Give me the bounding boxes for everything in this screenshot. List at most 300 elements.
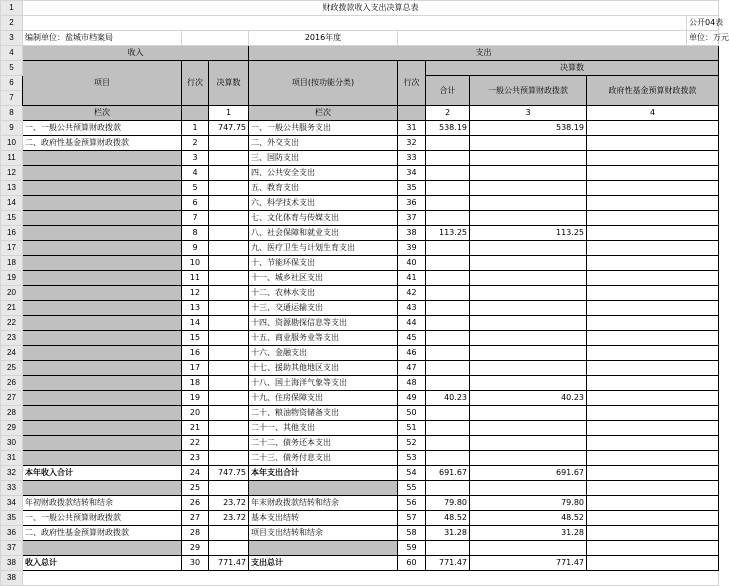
income-item: [23, 361, 182, 376]
table-row: [1, 556, 719, 571]
row-header[interactable]: 26: [1, 376, 23, 391]
expense-general[interactable]: [470, 136, 587, 151]
expense-total[interactable]: [426, 481, 470, 496]
expense-general[interactable]: [470, 286, 587, 301]
table-row: [1, 571, 719, 586]
row-header[interactable]: 38: [1, 571, 23, 586]
expense-fund[interactable]: [587, 436, 719, 451]
expense-line: 35: [398, 181, 426, 196]
row-header[interactable]: 21: [1, 301, 23, 316]
expense-fund[interactable]: [587, 526, 719, 541]
expense-item: 十七、援助其他地区支出: [249, 361, 398, 376]
expense-item: [249, 541, 398, 556]
income-value[interactable]: [209, 406, 249, 421]
income-line: 4: [182, 166, 209, 181]
row-header[interactable]: 30: [1, 436, 23, 451]
expense-total[interactable]: 79.80: [426, 496, 470, 511]
expense-total[interactable]: [426, 361, 470, 376]
col-fund-header: 政府性基金预算财政拨款: [587, 76, 719, 106]
table-row: [1, 256, 719, 271]
col-total-header: 合计: [426, 76, 470, 106]
expense-general[interactable]: 79.80: [470, 496, 587, 511]
table-row: [1, 121, 719, 136]
expense-item: 九、医疗卫生与计划生育支出: [249, 241, 398, 256]
row-header[interactable]: 8: [1, 106, 23, 121]
table-row: [1, 511, 719, 526]
income-line: 17: [182, 361, 209, 376]
expense-fund[interactable]: [587, 136, 719, 151]
income-item: [23, 286, 182, 301]
table-row: [1, 361, 719, 376]
expense-line: 59: [398, 541, 426, 556]
index-2: 2: [426, 106, 470, 121]
expense-total[interactable]: [426, 301, 470, 316]
expense-line: 45: [398, 331, 426, 346]
col-line-header: 行次: [182, 61, 209, 106]
expense-fund[interactable]: [587, 256, 719, 271]
expense-total[interactable]: [426, 451, 470, 466]
row-header[interactable]: 25: [1, 361, 23, 376]
income-item: [23, 301, 182, 316]
expense-item: 六、科学技术支出: [249, 196, 398, 211]
row-header[interactable]: 35: [1, 511, 23, 526]
row-header[interactable]: 12: [1, 166, 23, 181]
income-value[interactable]: [209, 166, 249, 181]
table-row: [1, 226, 719, 241]
expense-total[interactable]: 31.28: [426, 526, 470, 541]
income-value[interactable]: [209, 136, 249, 151]
expense-fund[interactable]: [587, 241, 719, 256]
expense-fund[interactable]: [587, 361, 719, 376]
row-header[interactable]: 18: [1, 256, 23, 271]
expense-total[interactable]: [426, 271, 470, 286]
expense-line: 44: [398, 316, 426, 331]
expense-total[interactable]: [426, 136, 470, 151]
expense-total[interactable]: [426, 166, 470, 181]
expense-item: 十二、农林水支出: [249, 286, 398, 301]
expense-item: 十九、住房保障支出: [249, 391, 398, 406]
expense-line: 53: [398, 451, 426, 466]
expense-total[interactable]: 113.25: [426, 226, 470, 241]
expense-line: 57: [398, 511, 426, 526]
income-line: 24: [182, 466, 209, 481]
expense-line: 33: [398, 151, 426, 166]
expense-total[interactable]: [426, 331, 470, 346]
income-value[interactable]: [209, 451, 249, 466]
income-line: 13: [182, 301, 209, 316]
expense-fund[interactable]: [587, 556, 719, 571]
expense-item: 三、国防支出: [249, 151, 398, 166]
row-header[interactable]: 33: [1, 481, 23, 496]
income-value[interactable]: [209, 301, 249, 316]
expense-line: 46: [398, 346, 426, 361]
empty-cell[interactable]: [398, 31, 687, 46]
expense-fund[interactable]: [587, 166, 719, 181]
expense-line: 49: [398, 391, 426, 406]
income-value[interactable]: [209, 211, 249, 226]
income-value[interactable]: [209, 286, 249, 301]
table-row: [1, 301, 719, 316]
expense-general[interactable]: [470, 436, 587, 451]
table-row: [1, 481, 719, 496]
income-item: [23, 436, 182, 451]
income-value[interactable]: [209, 541, 249, 556]
empty-cell: [182, 106, 209, 121]
expense-header: 支出: [249, 46, 719, 61]
expense-item: 二、外交支出: [249, 136, 398, 151]
expense-item: 十四、资源勘探信息等支出: [249, 316, 398, 331]
table-row: [1, 496, 719, 511]
expense-total[interactable]: 691.67: [426, 466, 470, 481]
expense-item: 二十三、债务付息支出: [249, 451, 398, 466]
expense-item: 二十一、其他支出: [249, 421, 398, 436]
income-line: 30: [182, 556, 209, 571]
row-header[interactable]: 31: [1, 451, 23, 466]
income-line: 29: [182, 541, 209, 556]
index-3: 3: [470, 106, 587, 121]
income-line: 6: [182, 196, 209, 211]
row-header[interactable]: 14: [1, 196, 23, 211]
expense-total[interactable]: [426, 256, 470, 271]
income-value[interactable]: [209, 526, 249, 541]
income-value[interactable]: [209, 376, 249, 391]
income-line: 22: [182, 436, 209, 451]
expense-general[interactable]: [470, 451, 587, 466]
expense-general[interactable]: [470, 541, 587, 556]
empty-cell[interactable]: [23, 571, 719, 586]
row-header[interactable]: 15: [1, 211, 23, 226]
income-line: 5: [182, 181, 209, 196]
expense-fund[interactable]: [587, 316, 719, 331]
income-item: [23, 241, 182, 256]
income-line: 27: [182, 511, 209, 526]
form-number: 公开04表: [687, 16, 719, 31]
row-header[interactable]: 3: [1, 31, 23, 46]
income-value[interactable]: [209, 316, 249, 331]
income-item: [23, 316, 182, 331]
col-general-header: 一般公共预算财政拨款: [470, 76, 587, 106]
expense-item: 十、节能环保支出: [249, 256, 398, 271]
expense-general[interactable]: [470, 481, 587, 496]
table-row: [1, 271, 719, 286]
expense-line: 52: [398, 436, 426, 451]
income-value[interactable]: [209, 241, 249, 256]
expense-fund[interactable]: [587, 496, 719, 511]
row-header[interactable]: 23: [1, 331, 23, 346]
expense-fund[interactable]: [587, 511, 719, 526]
expense-general[interactable]: [470, 211, 587, 226]
expense-line: 55: [398, 481, 426, 496]
income-header: 收入: [23, 46, 249, 61]
row-header[interactable]: 19: [1, 271, 23, 286]
expense-line: 47: [398, 361, 426, 376]
expense-item: 项目支出结转和结余: [249, 526, 398, 541]
expense-total[interactable]: [426, 286, 470, 301]
expense-line: 31: [398, 121, 426, 136]
income-value[interactable]: 23.72: [209, 511, 249, 526]
expense-item: 十一、城乡社区支出: [249, 271, 398, 286]
income-line: 10: [182, 256, 209, 271]
empty-cell[interactable]: [182, 31, 249, 46]
income-line: 23: [182, 451, 209, 466]
row-header[interactable]: 13: [1, 181, 23, 196]
expense-general[interactable]: 771.47: [470, 556, 587, 571]
income-item: [23, 376, 182, 391]
expense-total[interactable]: [426, 211, 470, 226]
income-item: [23, 196, 182, 211]
expense-general[interactable]: 538.19: [470, 121, 587, 136]
row-header[interactable]: 16: [1, 226, 23, 241]
table-row: [1, 421, 719, 436]
expense-fund[interactable]: [587, 451, 719, 466]
row-header[interactable]: 5: [1, 61, 23, 76]
expense-fund[interactable]: [587, 391, 719, 406]
expense-item: 八、社会保障和就业支出: [249, 226, 398, 241]
expense-general[interactable]: [470, 166, 587, 181]
income-line: 14: [182, 316, 209, 331]
income-item: [23, 541, 182, 556]
index-1: 1: [209, 106, 249, 121]
income-value[interactable]: [209, 271, 249, 286]
income-line: 25: [182, 481, 209, 496]
expense-general[interactable]: 113.25: [470, 226, 587, 241]
expense-fund[interactable]: [587, 466, 719, 481]
income-item: 收入总计: [23, 556, 182, 571]
row-header[interactable]: 34: [1, 496, 23, 511]
row-header[interactable]: 28: [1, 406, 23, 421]
expense-item: 四、公共安全支出: [249, 166, 398, 181]
expense-total[interactable]: 40.23: [426, 391, 470, 406]
table-row: [1, 406, 719, 421]
expense-general[interactable]: [470, 151, 587, 166]
org-label: 编制单位：盐城市档案局: [23, 31, 182, 46]
income-line: 26: [182, 496, 209, 511]
row-header[interactable]: 9: [1, 121, 23, 136]
expense-general[interactable]: 691.67: [470, 466, 587, 481]
expense-fund[interactable]: [587, 286, 719, 301]
income-value[interactable]: [209, 346, 249, 361]
income-item: [23, 166, 182, 181]
row-header[interactable]: 27: [1, 391, 23, 406]
income-line: 2: [182, 136, 209, 151]
expense-total[interactable]: [426, 151, 470, 166]
expense-item: 一、一般公共服务支出: [249, 121, 398, 136]
expense-fund[interactable]: [587, 376, 719, 391]
expense-fund[interactable]: [587, 421, 719, 436]
table-row: [1, 376, 719, 391]
income-value[interactable]: 771.47: [209, 556, 249, 571]
unit-label: 单位：万元: [687, 31, 719, 46]
expense-line: 60: [398, 556, 426, 571]
income-line: 19: [182, 391, 209, 406]
expense-line: 40: [398, 256, 426, 271]
expense-fund[interactable]: [587, 271, 719, 286]
expense-line: 38: [398, 226, 426, 241]
index-label: 栏次: [23, 106, 182, 121]
table-row: [1, 181, 719, 196]
expense-total[interactable]: 48.52: [426, 511, 470, 526]
expense-fund[interactable]: [587, 121, 719, 136]
row-header[interactable]: 37: [1, 541, 23, 556]
expense-general[interactable]: [470, 316, 587, 331]
expense-total[interactable]: [426, 421, 470, 436]
expense-line: 41: [398, 271, 426, 286]
income-item: 一、一般公共预算财政拨款: [23, 121, 182, 136]
income-value[interactable]: [209, 436, 249, 451]
row-header[interactable]: 17: [1, 241, 23, 256]
expense-line: 37: [398, 211, 426, 226]
table-row: [1, 541, 719, 556]
expense-total[interactable]: 771.47: [426, 556, 470, 571]
row-header[interactable]: 10: [1, 136, 23, 151]
income-value[interactable]: [209, 481, 249, 496]
col-final-header: 决算数: [426, 61, 719, 76]
expense-fund[interactable]: [587, 346, 719, 361]
income-value[interactable]: [209, 421, 249, 436]
income-item: 本年收入合计: [23, 466, 182, 481]
expense-total[interactable]: [426, 181, 470, 196]
expense-general[interactable]: [470, 421, 587, 436]
income-item: [23, 271, 182, 286]
income-line: 21: [182, 421, 209, 436]
row-header[interactable]: 4: [1, 46, 23, 61]
expense-item: 七、文化体育与传媒支出: [249, 211, 398, 226]
income-value[interactable]: [209, 151, 249, 166]
row-header[interactable]: 1: [1, 1, 23, 16]
expense-general[interactable]: [470, 196, 587, 211]
income-value[interactable]: [209, 181, 249, 196]
expense-fund[interactable]: [587, 331, 719, 346]
index-label: 栏次: [249, 106, 398, 121]
table-row: [1, 466, 719, 481]
empty-cell: [398, 106, 426, 121]
row-header[interactable]: 20: [1, 286, 23, 301]
table-title: 财政拨款收入支出决算总表: [23, 1, 719, 16]
income-item: [23, 331, 182, 346]
table-row: [1, 211, 719, 226]
expense-total[interactable]: [426, 346, 470, 361]
expense-item: [249, 481, 398, 496]
expense-total[interactable]: [426, 316, 470, 331]
expense-total[interactable]: [426, 436, 470, 451]
income-item: [23, 211, 182, 226]
expense-general[interactable]: [470, 181, 587, 196]
income-value[interactable]: 747.75: [209, 466, 249, 481]
expense-item: 二十、粮油物资储备支出: [249, 406, 398, 421]
table-row: [1, 436, 719, 451]
expense-line: 58: [398, 526, 426, 541]
income-value[interactable]: [209, 196, 249, 211]
expense-total[interactable]: [426, 376, 470, 391]
expense-fund[interactable]: [587, 541, 719, 556]
income-value[interactable]: [209, 226, 249, 241]
expense-fund[interactable]: [587, 196, 719, 211]
expense-general[interactable]: [470, 361, 587, 376]
income-value[interactable]: [209, 361, 249, 376]
income-item: 一、一般公共预算财政拨款: [23, 511, 182, 526]
row-header[interactable]: 38: [1, 556, 23, 571]
expense-general[interactable]: 31.28: [470, 526, 587, 541]
income-line: 7: [182, 211, 209, 226]
income-item: [23, 346, 182, 361]
empty-cell[interactable]: [23, 16, 687, 31]
expense-general[interactable]: 40.23: [470, 391, 587, 406]
income-line: 9: [182, 241, 209, 256]
table-row: [1, 241, 719, 256]
expense-fund[interactable]: [587, 226, 719, 241]
report-year: 2016年度: [249, 31, 398, 46]
row-header[interactable]: 29: [1, 421, 23, 436]
row-header[interactable]: 7: [1, 91, 23, 106]
row-header[interactable]: 24: [1, 346, 23, 361]
row-header[interactable]: 11: [1, 151, 23, 166]
row-header[interactable]: 6: [1, 76, 23, 91]
expense-fund[interactable]: [587, 211, 719, 226]
income-line: 16: [182, 346, 209, 361]
expense-general[interactable]: [470, 271, 587, 286]
expense-line: 32: [398, 136, 426, 151]
expense-item: 十五、商业服务业等支出: [249, 331, 398, 346]
expense-general[interactable]: [470, 256, 587, 271]
expense-fund[interactable]: [587, 406, 719, 421]
income-value[interactable]: 23.72: [209, 496, 249, 511]
expense-line: 36: [398, 196, 426, 211]
income-line: 28: [182, 526, 209, 541]
expense-item: 五、教育支出: [249, 181, 398, 196]
expense-general[interactable]: [470, 331, 587, 346]
income-line: 18: [182, 376, 209, 391]
expense-fund[interactable]: [587, 151, 719, 166]
row-header[interactable]: 32: [1, 466, 23, 481]
income-line: 8: [182, 226, 209, 241]
table-row: [1, 391, 719, 406]
expense-item: 本年支出合计: [249, 466, 398, 481]
table-row: [1, 526, 719, 541]
expense-general[interactable]: [470, 346, 587, 361]
expense-general[interactable]: [470, 301, 587, 316]
expense-general[interactable]: [470, 376, 587, 391]
row-header[interactable]: 22: [1, 316, 23, 331]
expense-total[interactable]: [426, 196, 470, 211]
expense-total[interactable]: [426, 241, 470, 256]
expense-fund[interactable]: [587, 181, 719, 196]
expense-general[interactable]: 48.52: [470, 511, 587, 526]
expense-total[interactable]: [426, 406, 470, 421]
row-header[interactable]: 36: [1, 526, 23, 541]
expense-fund[interactable]: [587, 301, 719, 316]
expense-total[interactable]: [426, 541, 470, 556]
income-item: [23, 451, 182, 466]
expense-line: 54: [398, 466, 426, 481]
income-item: [23, 421, 182, 436]
income-value[interactable]: [209, 391, 249, 406]
expense-item: 基本支出结转: [249, 511, 398, 526]
col-final-header: 决算数: [209, 61, 249, 106]
table-row: [1, 196, 719, 211]
income-value[interactable]: [209, 256, 249, 271]
col-line-header: 行次: [398, 61, 426, 106]
expense-general[interactable]: [470, 241, 587, 256]
income-value[interactable]: 747.75: [209, 121, 249, 136]
row-header[interactable]: 2: [1, 16, 23, 31]
table-row: [1, 331, 719, 346]
income-item: [23, 406, 182, 421]
expense-line: 50: [398, 406, 426, 421]
income-value[interactable]: [209, 331, 249, 346]
expense-fund[interactable]: [587, 481, 719, 496]
expense-general[interactable]: [470, 406, 587, 421]
expense-total[interactable]: 538.19: [426, 121, 470, 136]
